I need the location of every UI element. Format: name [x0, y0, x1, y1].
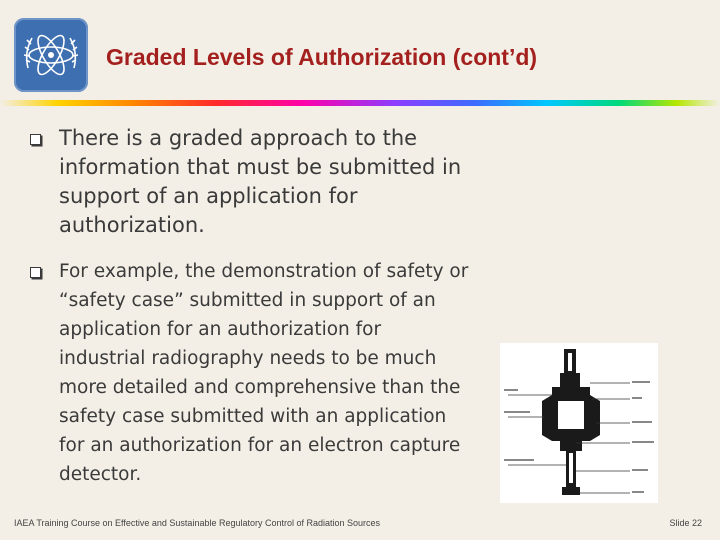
- bullet-text: There is a graded approach to the information that must be submitted in support of an application for authorization.: [59, 126, 462, 237]
- rainbow-divider: [0, 100, 720, 106]
- checkbox-bullet-icon: [30, 267, 41, 278]
- bullet-text: For example, the demonstration of safety or “safety case” submitted in support of an application for an authorization for industrial radiography needs to be much more detailed and comprehensive than the safety case submitted with an application for an authorization for an electron capture detector.: [59, 261, 469, 485]
- footer-course: IAEA Training Course on Effective and Sustainable Regulatory Control of Radiation Sources: [14, 518, 381, 528]
- slide-header: [0, 0, 720, 106]
- bullet-list: [30, 124, 470, 489]
- bullet-item: [30, 124, 470, 240]
- checkbox-bullet-icon: [30, 134, 41, 145]
- detector-diagram-icon: [500, 343, 658, 503]
- bullet-item: [30, 257, 470, 489]
- iaea-logo-icon: [14, 18, 88, 92]
- slide-number: Slide 22: [669, 518, 702, 528]
- page-title: Graded Levels of Authorization (cont’d): [106, 44, 538, 70]
